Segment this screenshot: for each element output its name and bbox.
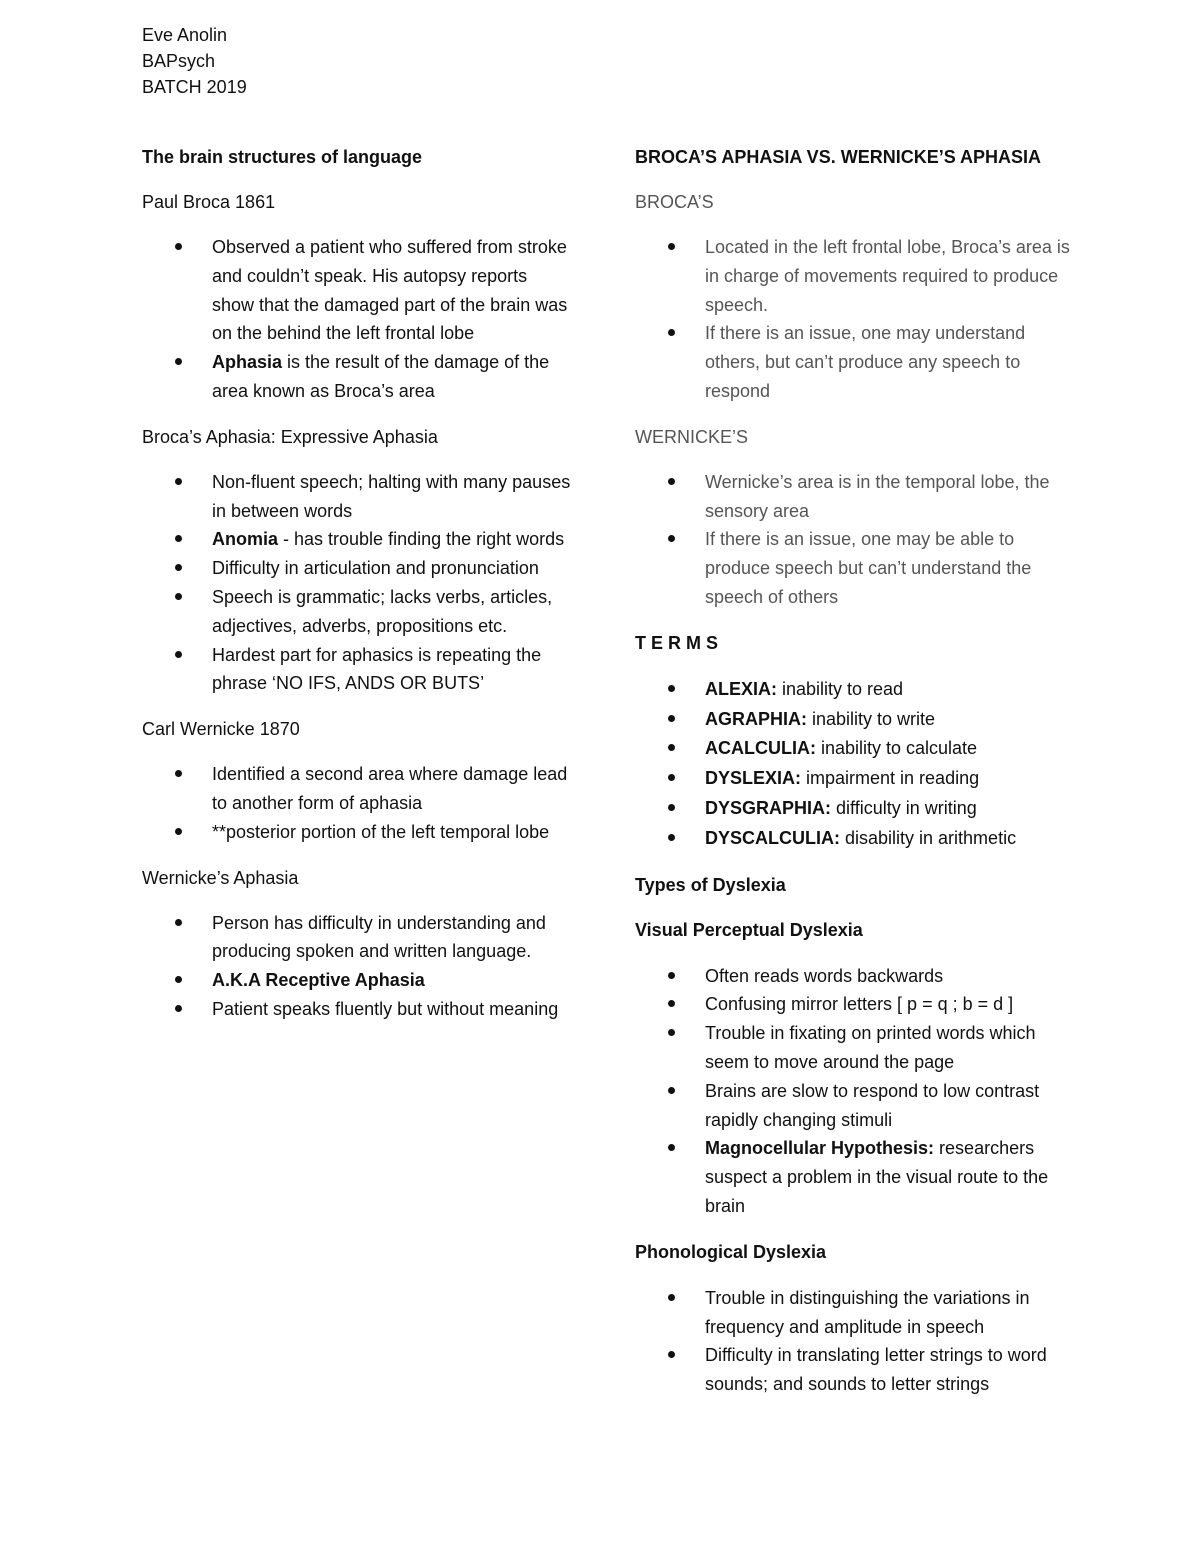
list-item [635, 1341, 1075, 1399]
list-item [635, 1134, 1075, 1220]
author-header [142, 22, 247, 100]
broca-aphasia-heading: Broca’s Aphasia: Expressive Aphasia [142, 426, 438, 447]
phono-list [635, 1284, 1075, 1399]
list-item [142, 818, 572, 847]
author-batch: BATCH 2019 [142, 77, 247, 97]
broca-aphasia-list [142, 468, 572, 698]
terms-list [635, 675, 1075, 854]
list-item-bold: Magnocellular Hypothesis: [705, 1138, 935, 1159]
brocas-label: BROCA’S [635, 192, 714, 212]
left-column [142, 144, 572, 1042]
wernickes-label: WERNICKE’S [635, 426, 749, 447]
list-item [142, 641, 572, 699]
list-item-text: Difficulty in articulation and pronunciation [212, 558, 539, 579]
list-item-text: Located in the left frontal lobe, Broca’s area is in charge of movements required to produce speech. [705, 237, 1070, 315]
list-item-text: If there is an issue, one may understand others, but can’t produce any speech to respond [705, 323, 1026, 401]
list-item-text: If there is an issue, one may be able to produce speech but can’t understand the speech of others [705, 529, 1032, 607]
list-item [142, 583, 572, 641]
types-heading: Types of Dyslexia [635, 874, 786, 895]
list-item-text: Speech is grammatic; lacks verbs, articles, adjectives, adverbs, propositions etc. [212, 586, 553, 636]
list-item [635, 962, 1075, 991]
list-item [635, 233, 1075, 319]
list-item [635, 705, 1075, 735]
list-item-text: Hardest part for aphasics is repeating the phrase ‘NO IFS, ANDS OR BUTS’ [212, 644, 542, 694]
list-item [142, 554, 572, 583]
list-item [142, 525, 572, 554]
list-item-text: Non-fluent speech; halting with many pauses in between words [212, 471, 571, 521]
list-item [142, 468, 572, 526]
phono-heading: Phonological Dyslexia [635, 1241, 827, 1262]
wernicke-aphasia-list [142, 909, 572, 1024]
list-item [635, 824, 1075, 854]
list-item-bold: A.K.A Receptive Aphasia [212, 970, 425, 991]
list-item-bold: ACALCULIA: [705, 738, 816, 759]
list-item [635, 764, 1075, 794]
list-item [142, 995, 572, 1024]
list-item [635, 794, 1075, 824]
list-item [635, 319, 1075, 405]
list-item-text: Difficulty in translating letter strings to word sounds; and sounds to letter strings [705, 1345, 1047, 1395]
list-item-text: difficulty in writing [831, 797, 977, 818]
list-item [142, 760, 572, 818]
list-item-text: Often reads words backwards [705, 965, 944, 986]
list-item-text: Identified a second area where damage lead to another form of aphasia [212, 764, 568, 813]
list-item-bold: DYSCALCULIA: [705, 827, 840, 848]
list-item-text: - has trouble finding the right words [278, 529, 565, 550]
list-item-text: Patient speaks fluently but without meaning [212, 998, 559, 1019]
list-item [142, 909, 572, 967]
list-item-bold: Aphasia [212, 352, 283, 373]
wernicke-aphasia-heading: Wernicke’s Aphasia [142, 867, 299, 888]
wernickes-list [635, 468, 1075, 612]
list-item-text: disability in arithmetic [840, 827, 1017, 848]
left-title: The brain structures of language [142, 147, 423, 167]
broca-heading: Paul Broca 1861 [142, 192, 276, 212]
brocas-list [635, 233, 1075, 406]
list-item [635, 468, 1075, 526]
list-item [635, 675, 1075, 705]
list-item-bold: DYSLEXIA: [705, 768, 802, 789]
list-item [635, 525, 1075, 611]
author-program: BAPsych [142, 51, 216, 71]
list-item-text: inability to write [807, 708, 936, 729]
list-item-text: Observed a patient who suffered from stroke and couldn’t speak. His autopsy reports show that the damaged part of the brain was on the behind the left frontal lobe [212, 237, 568, 344]
list-item-text: inability to calculate [815, 738, 978, 759]
list-item [635, 1077, 1075, 1135]
list-item-bold: AGRAPHIA: [705, 708, 807, 729]
list-item-text: inability to read [777, 678, 904, 699]
list-item-text: **posterior portion of the left temporal lobe [212, 821, 550, 842]
list-item [142, 348, 572, 406]
author-name: Eve Anolin [142, 25, 228, 45]
list-item [635, 734, 1075, 764]
visual-list [635, 962, 1075, 1221]
list-item [142, 966, 572, 995]
terms-heading: TERMS [635, 632, 723, 653]
list-item-bold: ALEXIA: [705, 678, 777, 699]
list-item-text: Brains are slow to respond to low contrast rapidly changing stimuli [705, 1080, 1040, 1130]
list-item [635, 1284, 1075, 1342]
list-item [142, 233, 572, 348]
wernicke-list [142, 760, 572, 846]
wernicke-heading: Carl Wernicke 1870 [142, 719, 300, 740]
right-title: BROCA’S APHASIA VS. WERNICKE’S APHASIA [635, 147, 1042, 167]
list-item-text: Wernicke’s area is in the temporal lobe, the sensory area [705, 471, 1050, 521]
list-item-text: Confusing mirror letters [ p = q ; b = d ] [705, 994, 1014, 1015]
list-item [635, 1019, 1075, 1077]
list-item [635, 990, 1075, 1019]
list-item-text: Trouble in fixating on printed words which seem to move around the page [705, 1023, 1036, 1072]
visual-heading: Visual Perceptual Dyslexia [635, 919, 863, 940]
right-column [635, 144, 1075, 1417]
list-item-bold: Anomia [212, 529, 279, 550]
broca-list [142, 233, 572, 406]
list-item-text: Trouble in distinguishing the variations in frequency and amplitude in speech [705, 1287, 1030, 1337]
list-item-text: is the result of the damage of the area known as Broca’s area [212, 352, 550, 401]
list-item-bold: DYSGRAPHIA: [705, 797, 832, 818]
list-item-text: impairment in reading [801, 768, 980, 789]
list-item-text: researchers suspect a problem in the visual route to the brain [705, 1138, 1049, 1216]
list-item-text: Person has difficulty in understanding and producing spoken and written language. [212, 912, 546, 962]
